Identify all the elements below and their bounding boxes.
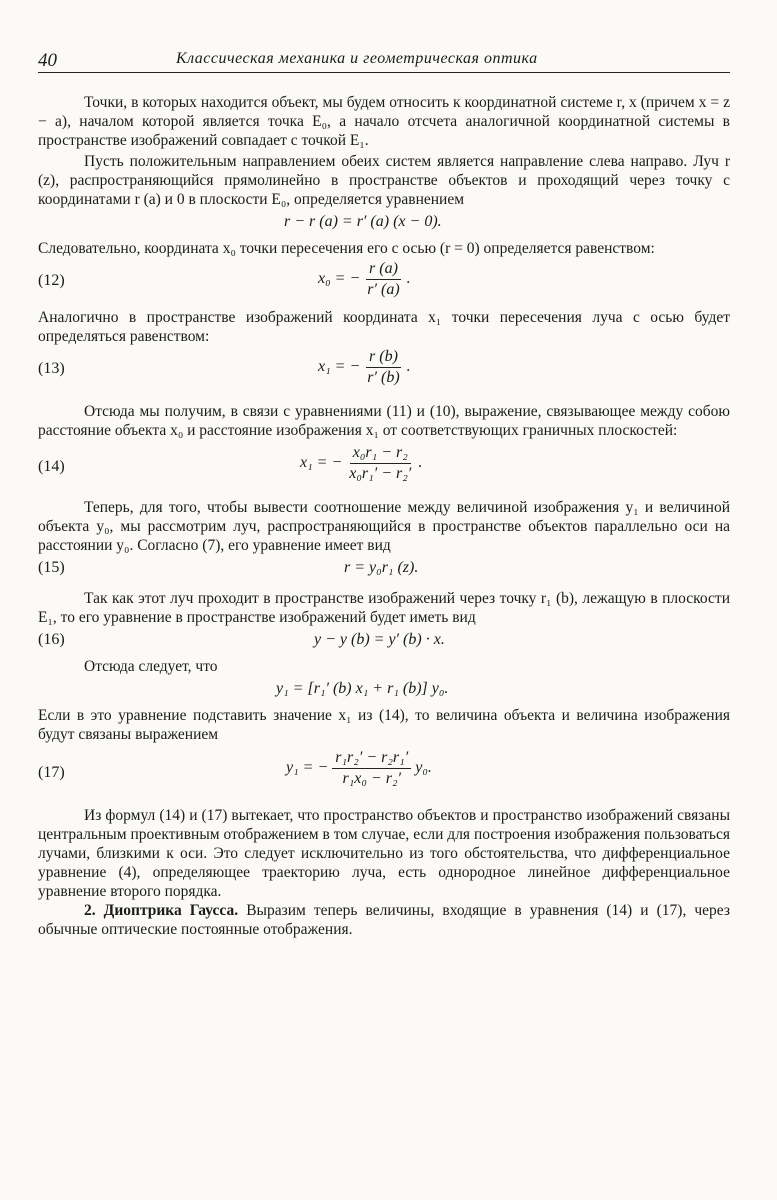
paragraph-1: Точки, в которых находится объект, мы будем относить к координатной системе r, x (причем x = z − a), началом которой является точка E₀, а начало отсчета аналогичной координатной системы в пространстве изображений совпадает с точкой E₁. xyxy=(38,94,730,149)
page-number: 40 xyxy=(38,50,57,71)
section-heading: 2. Диоптрика Гаусса. xyxy=(84,902,239,919)
equation-15 xyxy=(38,555,730,585)
equation-17-lhs: y₁ = − xyxy=(286,759,329,777)
paragraph-7: Так как этот луч проходит в пространстве изображений через точку r₁ (b), лежащую в плоскости E₁, то его уравнение в пространстве изображений будет иметь вид xyxy=(38,590,730,626)
equation-13 xyxy=(38,346,730,396)
equation-14-denominator: x₀r₁′ − r₂′ xyxy=(349,465,412,482)
equation-13-denominator: r′ (b) xyxy=(367,369,400,386)
equation-17-fraction xyxy=(332,749,411,788)
equation-13-numerator: r (b) xyxy=(366,348,401,368)
equation-14-lhs: x₁ = − xyxy=(300,454,343,472)
paragraph-11-text: Выразим теперь величины, входящие в уравнения (14) и (17), через обычные оптические постоянные отображения. xyxy=(38,902,730,938)
equation-17-numerator: r₁r₂′ − r₂r₁′ xyxy=(332,749,411,769)
equation-16 xyxy=(38,627,730,657)
equation-14-fraction xyxy=(346,444,414,483)
paragraph-3: Следовательно, координата x₀ точки пересечения его с осью (r = 0) определяется равенством: xyxy=(38,240,655,257)
equation-14-end: . xyxy=(418,454,423,472)
equation-12-fraction xyxy=(364,260,402,299)
equation-ray-body: r − r (a) = r′ (a) (x − 0). xyxy=(284,213,442,230)
equation-13-number: (13) xyxy=(38,360,65,377)
equation-17-denominator: r₁x₀ − r₂′ xyxy=(342,770,402,787)
equation-17 xyxy=(38,744,730,802)
equation-y1-body: y₁ = [r₁′ (b) x₁ + r₁ (b)] y₀. xyxy=(276,680,449,697)
running-title: Классическая механика и геометрическая оптика xyxy=(176,50,538,67)
equation-12 xyxy=(38,258,730,308)
equation-12-denominator: r′ (a) xyxy=(367,281,400,298)
equation-12-end: . xyxy=(406,270,411,288)
equation-13-fraction xyxy=(364,348,402,387)
equation-15-body: r = y₀r₁ (z). xyxy=(344,559,419,576)
equation-12-lhs: x₀ = − xyxy=(318,270,361,288)
equation-16-body: y − y (b) = y′ (b) · x. xyxy=(314,631,445,648)
equation-17-end: y₀. xyxy=(415,759,432,777)
page-header xyxy=(38,38,730,73)
paragraph-11 xyxy=(38,901,730,939)
equation-15-number: (15) xyxy=(38,559,65,576)
equation-12-numerator: r (a) xyxy=(366,260,401,280)
paragraph-4: Аналогично в пространстве изображений координата x₁ точки пересечения луча с осью будет определяться равенством: xyxy=(38,309,730,345)
paragraph-2: Пусть положительным направлением обеих систем является направление слева направо. Луч r (z), распространяющийся прямолинейно в пространстве объектов и проходящий через точку с координатами r (a) и 0 в плоскости E₀, определяется уравнением xyxy=(38,153,730,208)
paragraph-8: Отсюда следует, что xyxy=(84,658,218,675)
paragraph-9: Если в это уравнение подставить значение x₁ из (14), то величина объекта и величина изображения будут связаны выражением xyxy=(38,707,730,743)
equation-14 xyxy=(38,440,730,496)
page xyxy=(38,38,730,939)
equation-y1 xyxy=(38,676,730,706)
equation-14-numerator: x₀r₁ − r₂ xyxy=(350,444,411,464)
equation-ray xyxy=(38,209,730,239)
paragraph-5: Отсюда мы получим, в связи с уравнениями (11) и (10), выражение, связывающее между собою расстояние объекта x₀ и расстояние изображения x₁ от соответствующих граничных плоскостей: xyxy=(38,403,730,439)
equation-13-end: . xyxy=(406,358,411,376)
paragraph-10: Из формул (14) и (17) вытекает, что пространство объектов и пространство изображений связаны центральным проективным отображением в том случае, если для построения изображения пользоваться лучами, близкими к оси. Это следует исключительно из того обстоятельства, что дифференциальное уравнение (4), определяющее траекторию луча, есть однородное линейное дифференциальное уравнение второго порядка. xyxy=(38,807,730,900)
equation-14-number: (14) xyxy=(38,458,65,475)
equation-17-number: (17) xyxy=(38,764,65,781)
equation-13-lhs: x₁ = − xyxy=(318,358,361,376)
equation-16-number: (16) xyxy=(38,631,65,648)
equation-12-number: (12) xyxy=(38,272,65,289)
paragraph-6: Теперь, для того, чтобы вывести соотношение между величиной изображения y₁ и величиной объекта y₀, мы рассмотрим луч, распространяющийся в пространстве объектов параллельно оси на расстоянии y₀. Согласно (7), его уравнение имеет вид xyxy=(38,499,730,554)
